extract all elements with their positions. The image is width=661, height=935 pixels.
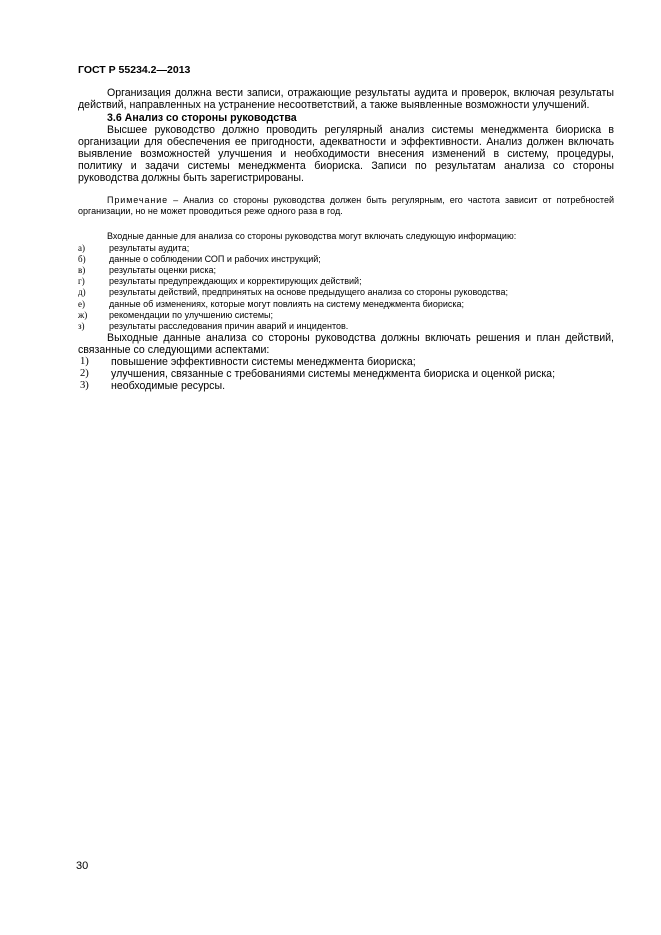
intro-paragraph: Организация должна вести записи, отражающие результаты аудита и проверок, включая результаты действий, направленных на устранение несоответствий, а также выявленные возможности улучшений. [78,87,614,111]
list-marker: 1) [80,356,89,368]
section-paragraph: Высшее руководство должно проводить регулярный анализ системы менеджмента биориска в организации для обеспечения ее пригодности, адекватности и эффективности. Анализ должен включать выявление возможностей улучшения и необходимости внесения изменений в систему, процедуры, политику и задачи системы менеджмента биориска. Записи по результатам анализа со стороны руководства должны быть зарегистрированы. [78,124,614,184]
list-item-text: необходимые ресурсы. [111,380,226,393]
list-marker: а) [78,242,85,253]
page-number: 30 [76,860,89,872]
note-dash: – [168,195,184,205]
list-item-text: рекомендации по улучшению системы; [109,309,273,320]
list-marker: 3) [80,380,89,392]
list-marker: з) [78,321,85,332]
list-item-text: улучшения, связанные с требованиями системы менеджмента биориска и оценкой риска; [111,368,556,381]
list-item [78,368,614,380]
list-item-text: результаты аудита; [109,242,190,253]
list-item-text: результаты расследования причин аварий и инцидентов. [109,321,349,332]
list-item [78,310,614,321]
list-marker: 2) [80,368,89,380]
document-header: ГОСТ Р 55234.2—2013 [78,64,191,76]
outputs-list [78,356,614,392]
list-item-text: повышение эффективности системы менеджмента биориска; [111,356,416,369]
list-marker: б) [78,253,86,264]
list-item-text: данные о соблюдении СОП и рабочих инструкций; [109,253,321,264]
list-item [78,243,614,254]
list-item [78,276,614,287]
inputs-list [78,243,614,333]
list-item [78,321,614,332]
list-item [78,265,614,276]
list-item-text: результаты оценки риска; [109,265,216,276]
list-marker: г) [78,276,85,287]
section-heading: 3.6 Анализ со стороны руководства [107,112,297,124]
list-marker: е) [78,298,85,309]
list-marker: ж) [78,309,88,320]
list-item [78,380,614,392]
list-marker: д) [78,287,86,298]
document-body [78,87,614,392]
note [78,195,614,217]
note-text: Анализ со стороны руководства должен быть регулярным, его частота зависит от потребностей организации, но не может проводиться реже одного раза в год. [78,195,614,217]
list-item-text: данные об изменениях, которые могут повлиять на систему менеджмента биориска; [109,298,465,309]
list-marker: в) [78,265,86,276]
list-item [78,356,614,368]
list-item [78,287,614,298]
note-label: Примечание [107,195,169,205]
list-item [78,299,614,310]
list-item [78,254,614,265]
outputs-intro: Выходные данные анализа со стороны руководства должны включать решения и план действий, связанные со следующими аспектами: [78,332,614,357]
inputs-intro: Входные данные для анализа со стороны руководства могут включать следующую информацию: [107,231,517,242]
list-item-text: результаты предупреждающих и корректирующих действий; [109,276,362,287]
list-item-text: результаты действий, предпринятых на основе предыдущего анализа со стороны руководства; [109,287,508,298]
